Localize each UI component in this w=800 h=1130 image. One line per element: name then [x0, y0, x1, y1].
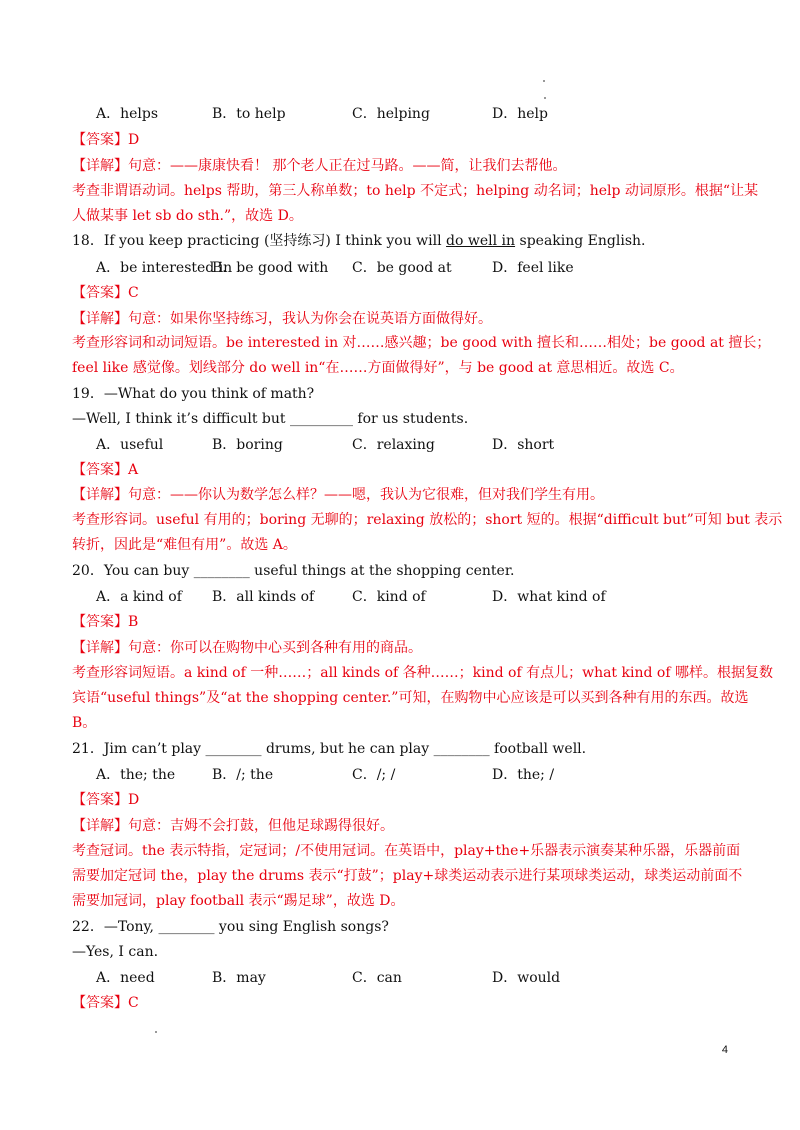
q20-explanation-3: B。	[72, 715, 97, 731]
q17-explanation-1: 考查非谓语动词。helps 帮助，第三人称单数；to help 不定式；helping 动名词；help 动词原形。根据“让某	[72, 183, 759, 199]
q20-answer: 【答案】B	[72, 614, 139, 630]
q18-explanation-2: feel like 感觉像。划线部分 do well in“在……方面做得好”，与 be good at 意思相近。故选 C。	[72, 360, 684, 376]
option-c: C．relaxing	[352, 437, 435, 453]
q18-stem	[72, 231, 728, 251]
option-d: D．help	[492, 106, 548, 122]
option-b: B．/; the	[212, 767, 274, 783]
option-a: A．helps	[96, 106, 159, 122]
option-d: D．would	[492, 970, 561, 986]
option-a: A．useful	[96, 437, 164, 453]
option-c: C．can	[352, 970, 402, 986]
q21-answer: 【答案】D	[72, 792, 140, 808]
q18-explanation-1: 考查形容词和动词短语。be interested in 对……感兴趣；be good with 擅长和……相处；be good at 擅长；	[72, 335, 771, 351]
option-c: C．kind of	[352, 589, 426, 605]
q17-answer: 【答案】D	[72, 132, 140, 148]
page-number: 4	[721, 1044, 728, 1056]
q17-detail: 【详解】句意：——康康快看！ 那个老人正在过马路。——简，让我们去帮他。	[72, 158, 567, 174]
option-b: B．may	[212, 970, 266, 986]
option-b: B．to help	[212, 106, 286, 122]
q21-stem: 21．Jim can’t play ________ drums, but he can play ________ football well.	[72, 741, 587, 757]
option-d: D．the; /	[492, 767, 555, 783]
option-a: A．need	[96, 970, 155, 986]
option-b: B．be good with	[212, 260, 329, 276]
q20-explanation-2: 宾语“useful things”及“at the shopping center.”可知，在购物中心应该是可以买到各种有用的东西。故选	[72, 690, 749, 706]
option-d: D．short	[492, 437, 555, 453]
q19-stem-2: —Well, I think it’s difficult but _________ for us students.	[72, 411, 469, 427]
q19-answer: 【答案】A	[72, 462, 139, 478]
q19-explanation-2: 转折，因此是“难但有用”。故选 A。	[72, 537, 297, 553]
option-c: C．helping	[352, 106, 430, 122]
q18-detail: 【详解】句意：如果你坚持练习，我认为你会在说英语方面做得好。	[72, 311, 492, 327]
q18-underlined-phrase: do well in	[446, 233, 516, 249]
q21-explanation-2: 需要加定冠词 the，play the drums 表示“打鼓”；play+球类运动表示进行某项球类运动，球类运动前面不	[72, 868, 743, 884]
q18-stem-post: speaking English.	[515, 233, 646, 249]
q17-explanation-2: 人做某事 let sb do sth.”，故选 D。	[72, 208, 303, 224]
q22-answer: 【答案】C	[72, 995, 139, 1011]
scan-dot	[544, 97, 546, 99]
option-b: B．boring	[212, 437, 283, 453]
option-a: A．a kind of	[96, 589, 182, 605]
q22-stem-1: 22．—Tony, ________ you sing English songs?	[72, 919, 389, 935]
q19-detail: 【详解】句意：——你认为数学怎么样？——嗯，我认为它很难，但对我们学生有用。	[72, 487, 604, 503]
option-d: D．what kind of	[492, 589, 606, 605]
q18-stem-pre: 18．If you keep practicing (坚持练习) I think you will	[72, 233, 447, 249]
q18-answer: 【答案】C	[72, 285, 139, 301]
q21-detail: 【详解】句意：吉姆不会打鼓，但他足球踢得很好。	[72, 818, 394, 834]
q19-stem-1: 19．—What do you think of math?	[72, 386, 315, 402]
q19-explanation-1: 考查形容词。useful 有用的；boring 无聊的；relaxing 放松的；short 短的。根据“difficult but”可知 but 表示	[72, 512, 783, 528]
q21-explanation-1: 考查冠词。the 表示特指，定冠词；/不使用冠词。在英语中，play+the+乐器表示演奏某种乐器，乐器前面	[72, 843, 741, 859]
scan-dot	[155, 1031, 157, 1033]
option-a: A．the; the	[96, 767, 176, 783]
option-c: C．/; /	[352, 767, 396, 783]
option-c: C．be good at	[352, 260, 452, 276]
option-d: D．feel like	[492, 260, 574, 276]
q20-explanation-1: 考查形容词短语。a kind of 一种……；all kinds of 各种……；kind of 有点儿；what kind of 哪样。根据复数	[72, 665, 773, 681]
q21-explanation-3: 需要加冠词，play football 表示“踢足球”，故选 D。	[72, 893, 405, 909]
q20-detail: 【详解】句意：你可以在购物中心买到各种有用的商品。	[72, 640, 422, 656]
option-a: A．be interested in	[96, 260, 233, 276]
q22-stem-2: —Yes, I can.	[72, 944, 159, 960]
scan-dot	[543, 80, 545, 82]
option-b: B．all kinds of	[212, 589, 315, 605]
q20-stem: 20．You can buy ________ useful things at the shopping center.	[72, 563, 515, 579]
